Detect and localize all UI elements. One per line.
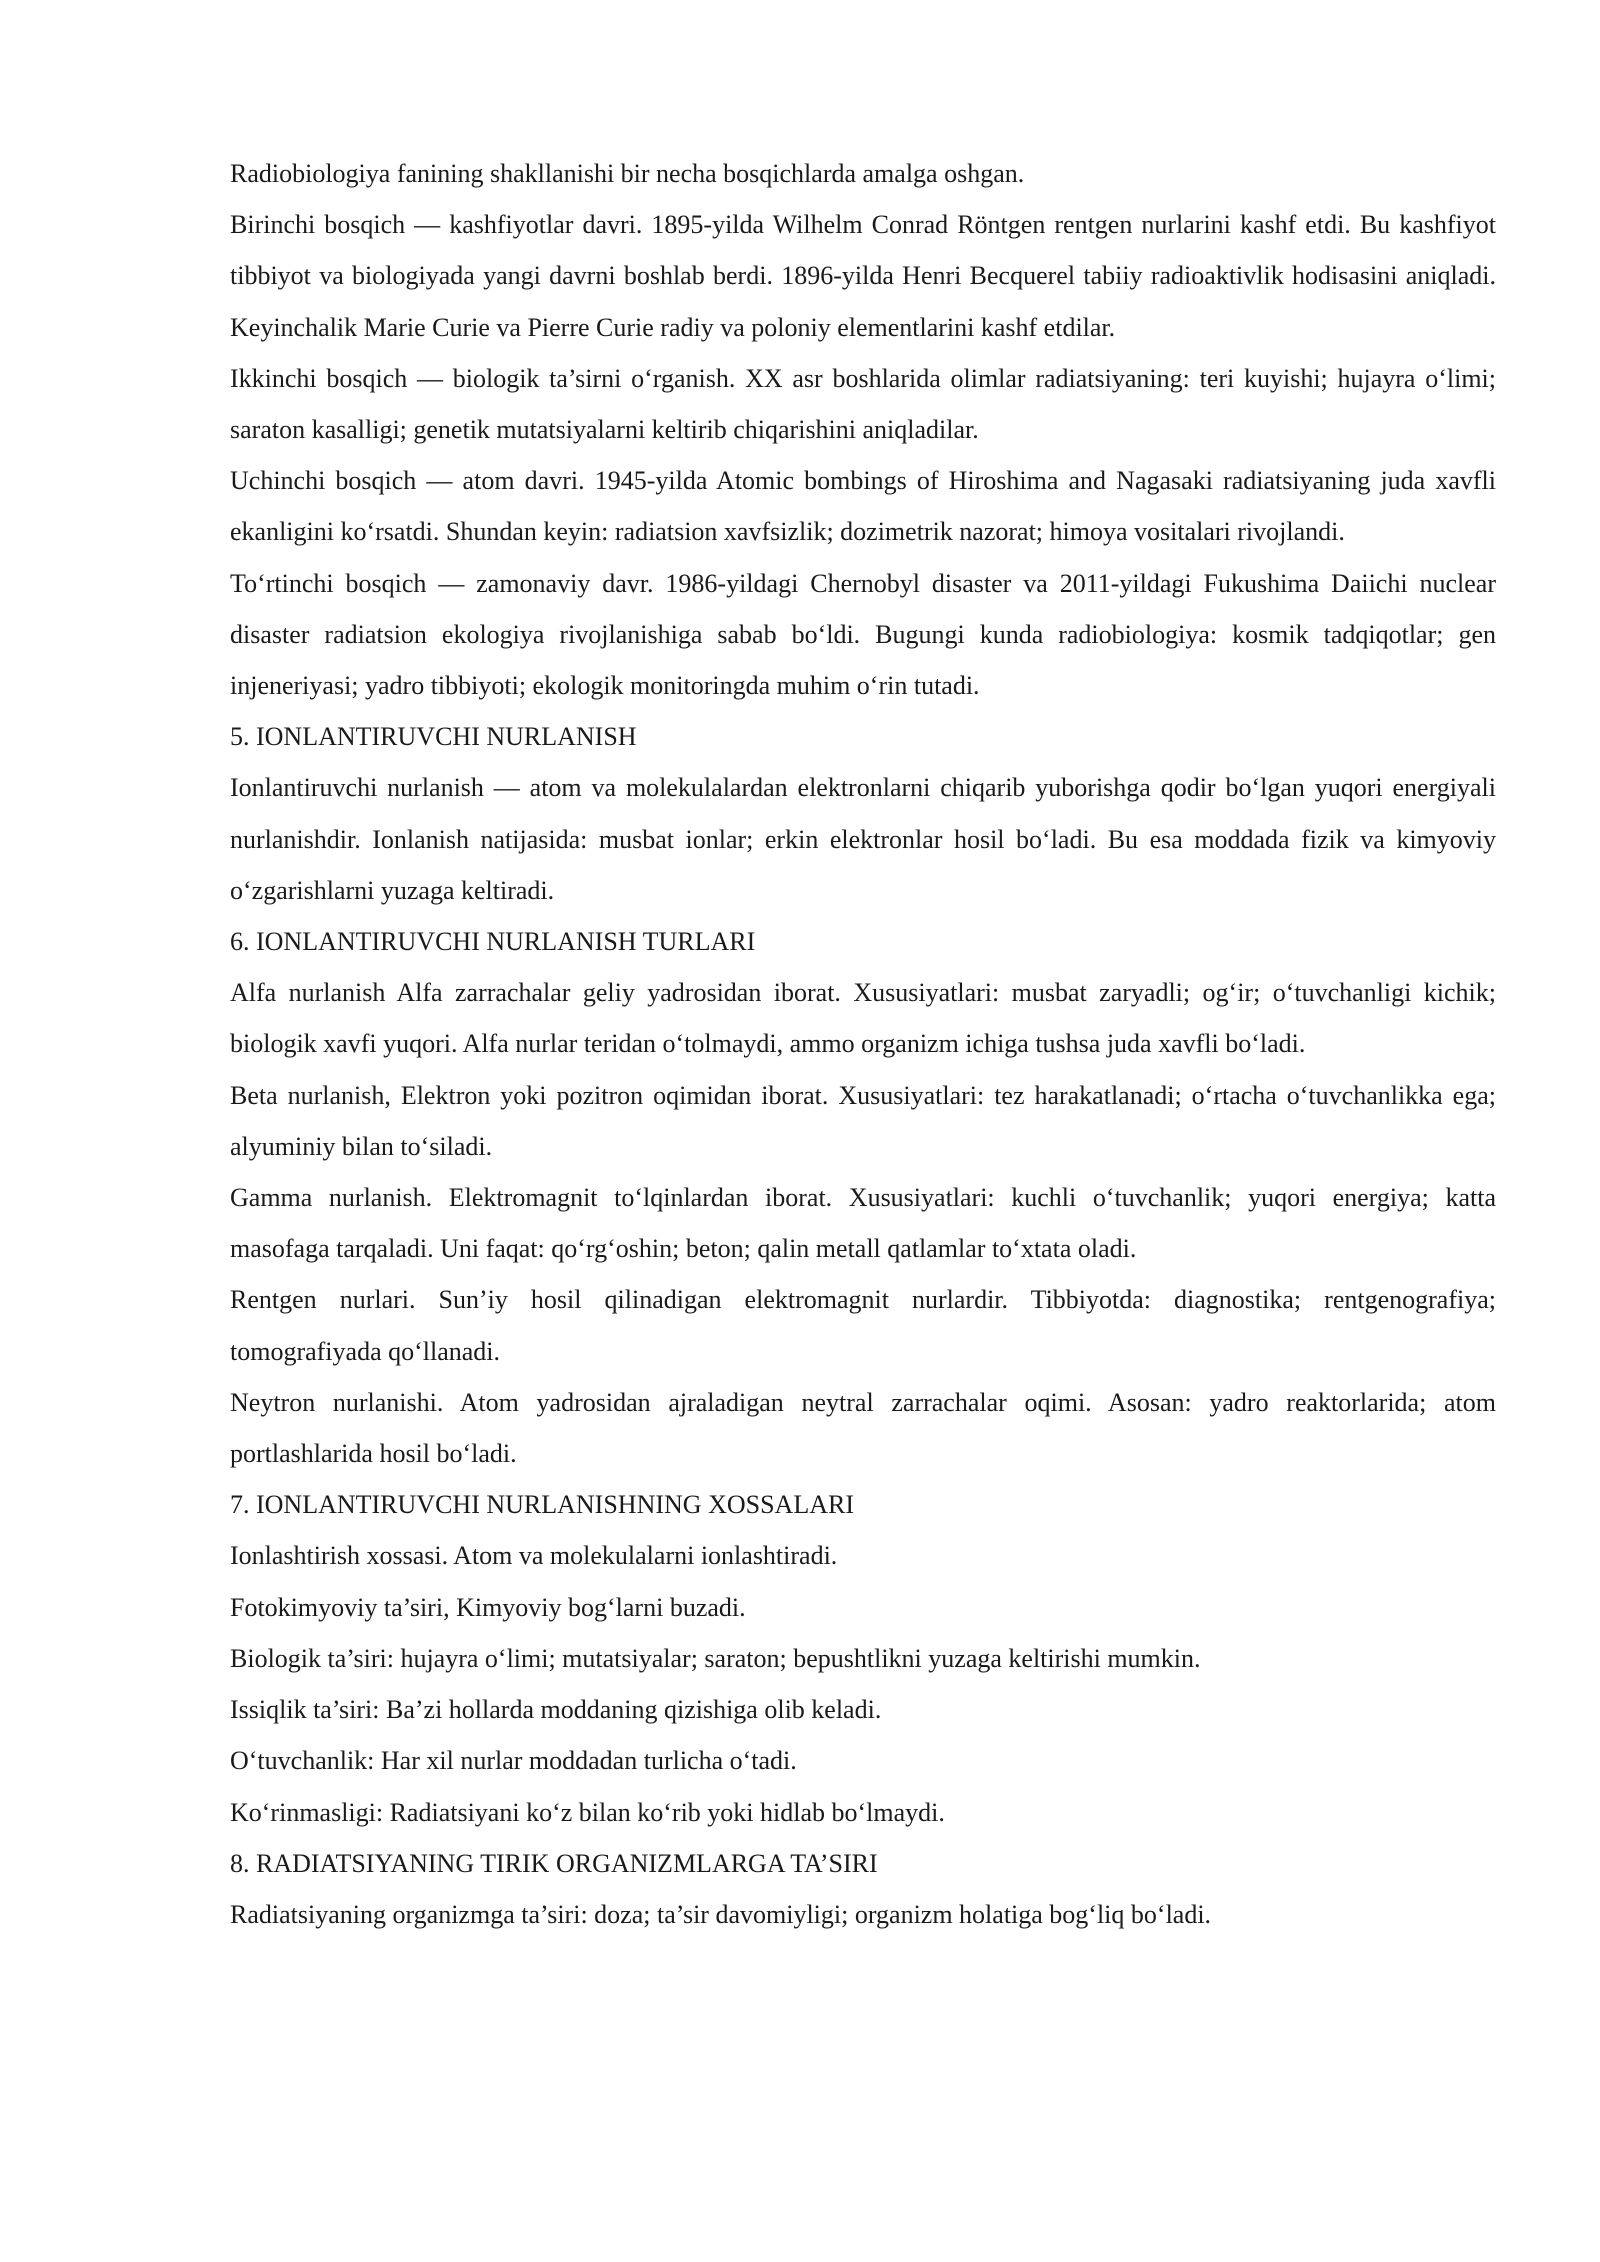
document-page bbox=[230, 148, 1496, 1940]
paragraph-organism-effect: Radiatsiyaning organizmga ta’siri: doza; ta’sir davomiyligi; organizm holatiga bog‘liq bo‘ladi. bbox=[230, 1899, 1212, 1929]
paragraph-stage-2: Ikkinchi bosqich — biologik ta’sirni o‘rganish. XX asr boshlarida olimlar radiatsiyaning: teri kuyishi; hujayra o‘limi; saraton kasalligi; genetik mutatsiyalarni keltirib chiqarishini aniqladilar. bbox=[230, 363, 1496, 445]
paragraph-intro: Radiobiologiya fanining shakllanishi bir necha bosqichlarda amalga oshgan. bbox=[230, 159, 1025, 188]
paragraph-ionization-property: Ionlashtirish xossasi. Atom va molekulalarni ionlashtiradi. bbox=[230, 1541, 838, 1571]
paragraph-biological: Biologik ta’siri: hujayra o‘limi; mutatsiyalar; saraton; bepushtlikni yuzaga keltirishi mumkin. bbox=[230, 1643, 1201, 1673]
paragraph-xray: Rentgen nurlari. Sun’iy hosil qilinadigan elektromagnit nurlardir. Tibbiyotda: diagnostika; rentgenografiya; tomografiyada qo‘llanadi. bbox=[230, 1285, 1496, 1366]
paragraph-stage-4: To‘rtinchi bosqich — zamonaviy davr. 1986-yildagi Chernobyl disaster va 2011-yildagi Fukushima Daiichi nuclear disaster radiatsion ekologiya rivojlanishiga sabab bo‘ldi. Bugungi kunda radiobiologiya: kosmik tadqiqotlar; gen injeneriyasi; yadro tibbiyoti; ekologik monitoringda muhim o‘rin tutadi. bbox=[230, 568, 1496, 701]
paragraph-photochemical: Fotokimyoviy ta’siri, Kimyoviy bog‘larni buzadi. bbox=[230, 1592, 746, 1622]
section-heading-7: 7. IONLANTIRUVCHI NURLANISHNING XOSSALARI bbox=[230, 1490, 854, 1520]
paragraph-beta: Beta nurlanish, Elektron yoki pozitron oqimidan iborat. Xususiyatlari: tez harakatlanadi; o‘rtacha o‘tuvchanlikka ega; alyuminiy bilan to‘siladi. bbox=[230, 1080, 1496, 1161]
paragraph-neutron: Neytron nurlanishi. Atom yadrosidan ajraladigan neytral zarrachalar oqimi. Asosan: yadro reaktorlarida; atom portlashlarida hosil bo‘ladi. bbox=[230, 1387, 1496, 1469]
paragraph-alpha: Alfa nurlanish Alfa zarrachalar geliy yadrosidan iborat. Xususiyatlari: musbat zaryadli; og‘ir; o‘tuvchanligi kichik; biologik xavfi yuqori. Alfa nurlar teridan o‘tolmaydi, ammo organizm ichiga tushsa juda xavfli bo‘ladi. bbox=[230, 978, 1496, 1059]
paragraph-gamma: Gamma nurlanish. Elektromagnit to‘lqinlardan iborat. Xususiyatlari: kuchli o‘tuvchanlik; yuqori energiya; katta masofaga tarqaladi. Uni faqat: qo‘rg‘oshin; beton; qalin metall qatlamlar to‘xtata oladi. bbox=[230, 1183, 1496, 1264]
section-heading-5: 5. IONLANTIRUVCHI NURLANISH bbox=[230, 722, 637, 752]
paragraph-penetration: O‘tuvchanlik: Har xil nurlar moddadan turlicha o‘tadi. bbox=[230, 1746, 797, 1776]
paragraph-invisibility: Ko‘rinmasligi: Radiatsiyani ko‘z bilan ko‘rib yoki hidlab bo‘lmaydi. bbox=[230, 1797, 945, 1827]
section-heading-8: 8. RADIATSIYANING TIRIK ORGANIZMLARGA TA’SIRI bbox=[230, 1848, 878, 1878]
paragraph-ionizing-definition: Ionlantiruvchi nurlanish — atom va molekulalardan elektronlarni chiqarib yuborishga qodir bo‘lgan yuqori energiyali nurlanishdir. Ionlanish natijasida: musbat ionlar; erkin elektronlar hosil bo‘ladi. Bu esa moddada fizik va kimyoviy o‘zgarishlarni yuzaga keltiradi. bbox=[230, 773, 1496, 905]
paragraph-thermal: Issiqlik ta’siri: Ba’zi hollarda moddaning qizishiga olib keladi. bbox=[230, 1695, 882, 1725]
section-heading-6: 6. IONLANTIRUVCHI NURLANISH TURLARI bbox=[230, 927, 756, 957]
paragraph-stage-1: Birinchi bosqich — kashfiyotlar davri. 1895-yilda Wilhelm Conrad Röntgen rentgen nurlarini kashf etdi. Bu kashfiyot tibbiyot va biologiyada yangi davrni boshlab berdi. 1896-yilda Henri Becquerel tabiiy radioaktivlik hodisasini aniqladi. Keyinchalik Marie Curie va Pierre Curie radiy va poloniy elementlarini kashf etdilar. bbox=[230, 210, 1496, 342]
paragraph-stage-3: Uchinchi bosqich — atom davri. 1945-yilda Atomic bombings of Hiroshima and Nagasaki radiatsiyaning juda xavfli ekanligini ko‘rsatdi. Shundan keyin: radiatsion xavfsizlik; dozimetrik nazorat; himoya vositalari rivojlandi. bbox=[230, 466, 1496, 547]
